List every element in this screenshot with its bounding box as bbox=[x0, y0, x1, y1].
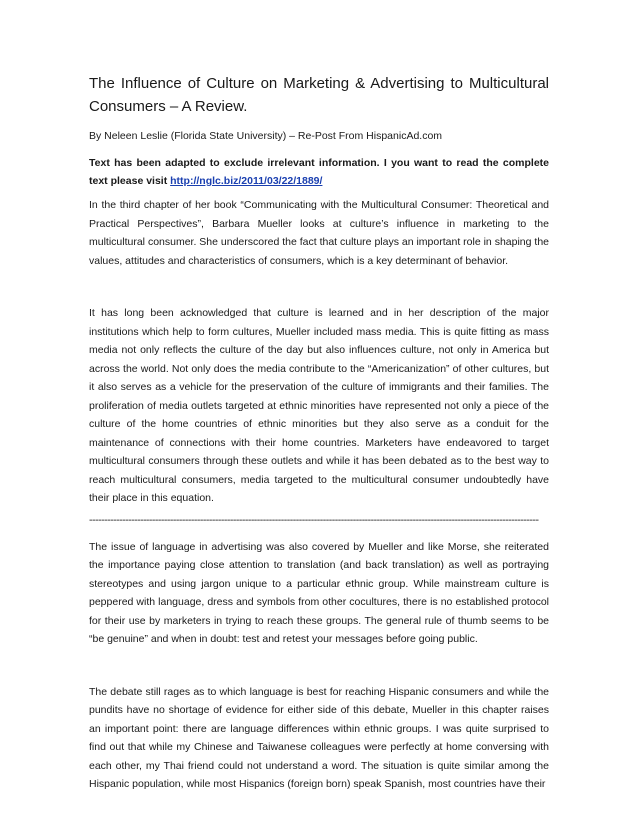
paragraph-3: The issue of language in advertising was also covered by Mueller and like Morse, she reiterated the importance paying close attention to translation (and back translation) as well as portraying stereotypes and using jargon unique to a particular ethnic group. While mainstream culture is peppered with language, dress and symbols from other cocultures, there is no established protocol for their use by marketers in trying to reach these groups. The general rule of thumb seems to be “be genuine” and when in doubt: test and retest your messages before going public. bbox=[89, 540, 549, 645]
spacer bbox=[89, 270, 549, 304]
document-title: The Influence of Culture on Marketing & Advertising to Multicultural Consumers – A Review. bbox=[89, 75, 549, 115]
adaptation-note bbox=[89, 154, 549, 190]
paragraph-1: In the third chapter of her book “Communicating with the Multicultural Consumer: Theoretical and Practical Perspectives”, Barbara Mueller looks at culture’s influence in marketing to the multicultural consumer. She underscored the fact that culture plays an important role in shaping the values, attitudes and characteristics of consumers, which is a key determinant of behavior. bbox=[89, 199, 549, 267]
complete-text-link[interactable]: http://nglc.biz/2011/03/22/1889/ bbox=[170, 175, 323, 187]
adaptation-note-text: Text has been adapted to exclude irrelevant information. I you want to read the complete text please visit bbox=[89, 157, 549, 187]
paragraph-4: The debate still rages as to which language is best for reaching Hispanic consumers and while the pundits have no shortage of evidence for either side of this debate, Mueller in this chapter raises an important point: there are language differences within ethnic groups. I was quite surprised to find out that while my Chinese and Taiwanese colleagues were perfectly at home conversing with each other, my Thai friend could not understand a word. The situation is quite similar among the Hispanic population, while most Hispanics (foreign born) speak Spanish, most countries have their bbox=[89, 685, 549, 790]
paragraph-2: It has long been acknowledged that culture is learned and in her description of the major institutions which help to form cultures, Mueller included mass media. This is quite fitting as mass media not only reflects the culture of the day but also influences culture, not only in America but across the world. Not only does the media contribute to the “Americanization” of other cultures, but it also serves as a vehicle for the preservation of the culture of immigrants and their families. The proliferation of media outlets targeted at ethnic minorities have represented not only a piece of the culture of the home countries of ethnic minorities but they also serve as a conduit for the maintenance of connections with their home countries. Marketers have endeavored to target multicultural consumers through these outlets and while it has been debated as to the best way to reach multicultural consumers, media targeted to the multicultural consumer undoubtedly have their place in this equation. bbox=[89, 307, 549, 504]
section-divider: ------------------------------------------------------------------------------------------------------------------------------------------------------ bbox=[89, 513, 539, 526]
document-content bbox=[89, 72, 549, 794]
byline: By Neleen Leslie (Florida State University) – Re-Post From HispanicAd.com bbox=[89, 130, 443, 142]
spacer bbox=[89, 649, 549, 683]
